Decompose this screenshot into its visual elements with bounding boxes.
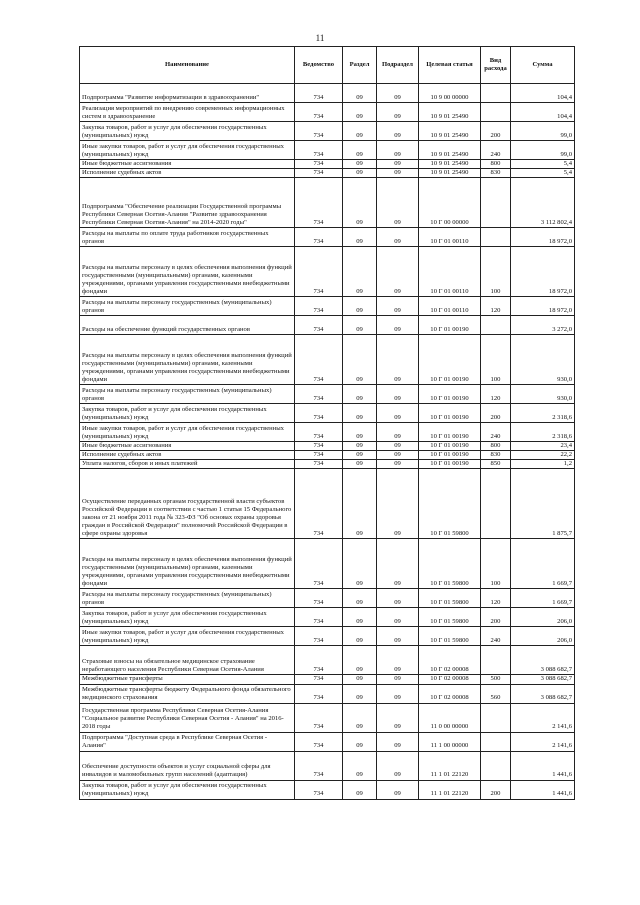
- cell-sum: 18 972,0: [511, 247, 575, 297]
- table-row: [80, 247, 575, 297]
- cell-sum: 99,0: [511, 122, 575, 141]
- cell-ved: 734: [295, 451, 343, 460]
- cell-pod: 09: [377, 122, 419, 141]
- cell-sum: 1 441,6: [511, 751, 575, 780]
- cell-pod: 09: [377, 103, 419, 122]
- cell-ved: 734: [295, 460, 343, 469]
- cell-sum: 1 669,7: [511, 539, 575, 589]
- cell-raz: 09: [343, 684, 377, 703]
- cell-cs: 10 Г 01 00190: [419, 460, 481, 469]
- table-row: [80, 442, 575, 451]
- cell-name: Иные бюджетные ассигнования: [80, 442, 295, 451]
- cell-vr: 120: [481, 385, 511, 404]
- cell-name: Расходы на выплаты персоналу государственных (муниципальных) органов: [80, 385, 295, 404]
- cell-pod: 09: [377, 451, 419, 460]
- cell-cs: 10 9 01 25490: [419, 169, 481, 178]
- cell-vr: 560: [481, 684, 511, 703]
- table-row: [80, 423, 575, 442]
- cell-name: Государственная программа Республики Северная Осетия-Алания "Социальное развитие Республики Северная Осетия - Алания" на 2016-2018 годы: [80, 703, 295, 732]
- cell-raz: 09: [343, 675, 377, 684]
- cell-cs: 10 Г 02 00008: [419, 684, 481, 703]
- table-row: [80, 404, 575, 423]
- cell-name: Реализация мероприятий по внедрению современных информационных систем в здравоохранение: [80, 103, 295, 122]
- table-row: [80, 297, 575, 316]
- cell-pod: 09: [377, 178, 419, 228]
- cell-ved: 734: [295, 160, 343, 169]
- cell-name: Закупка товаров, работ и услуг для обеспечения государственных (муниципальных) нужд: [80, 780, 295, 799]
- cell-sum: 1 441,6: [511, 780, 575, 799]
- cell-sum: 2 318,6: [511, 423, 575, 442]
- cell-pod: 09: [377, 316, 419, 335]
- cell-raz: 09: [343, 316, 377, 335]
- table-row: [80, 608, 575, 627]
- cell-sum: 3 088 682,7: [511, 675, 575, 684]
- cell-ved: 734: [295, 589, 343, 608]
- cell-cs: 10 Г 00 00000: [419, 178, 481, 228]
- table-row: [80, 684, 575, 703]
- cell-name: Обеспечение доступности объектов и услуг социальной сферы для инвалидов и маломобильных групп населений (адаптация): [80, 751, 295, 780]
- cell-sum: 1,2: [511, 460, 575, 469]
- cell-cs: 10 Г 01 59800: [419, 469, 481, 539]
- cell-pod: 09: [377, 228, 419, 247]
- cell-raz: 09: [343, 451, 377, 460]
- cell-name: Расходы на выплаты персоналу в целях обеспечения выполнения функций государственными (муниципальными) органами, казенными учреждениями, органами управления государственными внебюджетными фондами: [80, 539, 295, 589]
- cell-pod: 09: [377, 423, 419, 442]
- table-row: [80, 646, 575, 675]
- cell-raz: 09: [343, 539, 377, 589]
- cell-cs: 10 Г 01 00190: [419, 442, 481, 451]
- cell-raz: 09: [343, 84, 377, 103]
- cell-vr: [481, 469, 511, 539]
- table-row: [80, 178, 575, 228]
- cell-raz: 09: [343, 141, 377, 160]
- cell-ved: 734: [295, 751, 343, 780]
- cell-pod: 09: [377, 469, 419, 539]
- cell-pod: 09: [377, 442, 419, 451]
- cell-sum: 104,4: [511, 103, 575, 122]
- cell-pod: 09: [377, 732, 419, 751]
- cell-pod: 09: [377, 460, 419, 469]
- header-celevaya-statya: Целевая статья: [419, 47, 481, 84]
- table-row: [80, 335, 575, 385]
- cell-pod: 09: [377, 589, 419, 608]
- cell-raz: 09: [343, 460, 377, 469]
- cell-pod: 09: [377, 684, 419, 703]
- cell-pod: 09: [377, 780, 419, 799]
- cell-ved: 734: [295, 423, 343, 442]
- table-row: [80, 103, 575, 122]
- cell-name: Иные закупки товаров, работ и услуг для обеспечения государственных (муниципальных) нужд: [80, 423, 295, 442]
- cell-cs: 11 0 00 00000: [419, 703, 481, 732]
- cell-vr: 830: [481, 169, 511, 178]
- cell-sum: 930,0: [511, 385, 575, 404]
- header-summa: Сумма: [511, 47, 575, 84]
- cell-name: Иные закупки товаров, работ и услуг для обеспечения государственных (муниципальных) нужд: [80, 141, 295, 160]
- table-row: [80, 675, 575, 684]
- cell-name: Расходы на выплаты персоналу государственных (муниципальных) органов: [80, 297, 295, 316]
- cell-pod: 09: [377, 84, 419, 103]
- table-row: [80, 589, 575, 608]
- cell-sum: 5,4: [511, 169, 575, 178]
- cell-raz: 09: [343, 404, 377, 423]
- cell-pod: 09: [377, 247, 419, 297]
- cell-ved: 734: [295, 732, 343, 751]
- cell-vr: 120: [481, 297, 511, 316]
- cell-cs: 10 9 01 25490: [419, 141, 481, 160]
- cell-vr: 500: [481, 675, 511, 684]
- cell-sum: 18 972,0: [511, 297, 575, 316]
- cell-pod: 09: [377, 160, 419, 169]
- table-row: [80, 316, 575, 335]
- cell-pod: 09: [377, 627, 419, 646]
- cell-sum: 1 875,7: [511, 469, 575, 539]
- cell-name: Расходы на выплаты персоналу в целях обеспечения выполнения функций государственными (муниципальными) органами, казенными учреждениями, органами управления государственными внебюджетными фондами: [80, 247, 295, 297]
- cell-pod: 09: [377, 335, 419, 385]
- cell-name: Закупка товаров, работ и услуг для обеспечения государственных (муниципальных) нужд: [80, 608, 295, 627]
- cell-cs: 11 1 00 00000: [419, 732, 481, 751]
- cell-vr: [481, 732, 511, 751]
- cell-sum: 2 318,6: [511, 404, 575, 423]
- cell-raz: 09: [343, 122, 377, 141]
- cell-vr: [481, 84, 511, 103]
- cell-sum: 1 669,7: [511, 589, 575, 608]
- cell-pod: 09: [377, 385, 419, 404]
- cell-vr: 240: [481, 627, 511, 646]
- cell-vr: [481, 103, 511, 122]
- cell-pod: 09: [377, 675, 419, 684]
- cell-ved: 734: [295, 404, 343, 423]
- table-header-row: [80, 47, 575, 84]
- cell-sum: 3 088 682,7: [511, 646, 575, 675]
- table-row: [80, 627, 575, 646]
- cell-ved: 734: [295, 84, 343, 103]
- cell-name: Закупка товаров, работ и услуг для обеспечения государственных (муниципальных) нужд: [80, 122, 295, 141]
- cell-cs: 10 9 01 25490: [419, 103, 481, 122]
- cell-ved: 734: [295, 627, 343, 646]
- cell-cs: 10 Г 01 59800: [419, 627, 481, 646]
- table-row: [80, 122, 575, 141]
- cell-ved: 734: [295, 297, 343, 316]
- cell-raz: 09: [343, 247, 377, 297]
- cell-ved: 734: [295, 178, 343, 228]
- cell-ved: 734: [295, 122, 343, 141]
- cell-vr: 240: [481, 141, 511, 160]
- cell-vr: 120: [481, 589, 511, 608]
- cell-raz: 09: [343, 423, 377, 442]
- cell-ved: 734: [295, 608, 343, 627]
- cell-pod: 09: [377, 646, 419, 675]
- cell-ved: 734: [295, 703, 343, 732]
- header-vedomstvo: Ведомство: [295, 47, 343, 84]
- cell-ved: 734: [295, 675, 343, 684]
- cell-vr: 200: [481, 780, 511, 799]
- table-row: [80, 160, 575, 169]
- cell-vr: 800: [481, 160, 511, 169]
- cell-name: Осуществление переданных органам государственной власти субъектов Российской Федерации в соответствии с частью 1 статьи 15 Федерального закона от 21 ноября 2011 года № 323-ФЗ "Об основах охраны здоровья граждан в Российской Федерации" полномочий Российской Федерации в сфере охраны здоровья: [80, 469, 295, 539]
- cell-cs: 11 1 01 22120: [419, 780, 481, 799]
- cell-name: Уплата налогов, сборов и иных платежей: [80, 460, 295, 469]
- table-row: [80, 385, 575, 404]
- cell-name: Иные бюджетные ассигнования: [80, 160, 295, 169]
- cell-cs: 10 Г 01 00190: [419, 316, 481, 335]
- cell-sum: 930,0: [511, 335, 575, 385]
- cell-raz: 09: [343, 169, 377, 178]
- cell-ved: 734: [295, 539, 343, 589]
- cell-vr: [481, 316, 511, 335]
- cell-ved: 734: [295, 316, 343, 335]
- cell-raz: 09: [343, 703, 377, 732]
- cell-sum: 5,4: [511, 160, 575, 169]
- cell-ved: 734: [295, 169, 343, 178]
- cell-name: Закупка товаров, работ и услуг для обеспечения государственных (муниципальных) нужд: [80, 404, 295, 423]
- cell-cs: 10 Г 01 00110: [419, 297, 481, 316]
- cell-ved: 734: [295, 228, 343, 247]
- cell-vr: 100: [481, 247, 511, 297]
- cell-name: Исполнение судебных актов: [80, 169, 295, 178]
- table-row: [80, 169, 575, 178]
- cell-raz: 09: [343, 589, 377, 608]
- cell-cs: 10 Г 01 00190: [419, 335, 481, 385]
- cell-sum: 104,4: [511, 84, 575, 103]
- cell-vr: 830: [481, 451, 511, 460]
- cell-name: Исполнение судебных актов: [80, 451, 295, 460]
- cell-name: Страховые взносы на обязательное медицинское страхование неработающего населения Республики Северная Осетия-Алания: [80, 646, 295, 675]
- cell-ved: 734: [295, 247, 343, 297]
- cell-vr: [481, 228, 511, 247]
- cell-raz: 09: [343, 335, 377, 385]
- table-row: [80, 141, 575, 160]
- cell-pod: 09: [377, 141, 419, 160]
- cell-sum: 2 141,6: [511, 703, 575, 732]
- table-row: [80, 469, 575, 539]
- header-name: Наименование: [80, 47, 295, 84]
- cell-pod: 09: [377, 539, 419, 589]
- cell-pod: 09: [377, 751, 419, 780]
- cell-ved: 734: [295, 442, 343, 451]
- header-razdel: Раздел: [343, 47, 377, 84]
- cell-vr: 100: [481, 539, 511, 589]
- cell-raz: 09: [343, 297, 377, 316]
- cell-vr: 200: [481, 404, 511, 423]
- cell-ved: 734: [295, 646, 343, 675]
- cell-vr: [481, 646, 511, 675]
- cell-cs: 10 9 01 25490: [419, 160, 481, 169]
- cell-name: Подпрограмма "Обеспечение реализации Государственной программы Республики Северная Осетия-Алания "Развитие здравоохранения Республики Северная Осетия-Алания" на 2014-2020 годы": [80, 178, 295, 228]
- cell-name: Подпрограмма "Доступная среда в Республике Северная Осетия - Алания": [80, 732, 295, 751]
- cell-vr: 100: [481, 335, 511, 385]
- cell-raz: 09: [343, 608, 377, 627]
- table-row: [80, 751, 575, 780]
- cell-name: Расходы на выплаты по оплате труда работников государственных органов: [80, 228, 295, 247]
- cell-sum: 18 972,0: [511, 228, 575, 247]
- table-row: [80, 451, 575, 460]
- cell-name: Иные закупки товаров, работ и услуг для обеспечения государственных (муниципальных) нужд: [80, 627, 295, 646]
- page-number: 11: [315, 33, 325, 43]
- cell-name: Межбюджетные трансферты: [80, 675, 295, 684]
- cell-ved: 734: [295, 469, 343, 539]
- cell-raz: 09: [343, 732, 377, 751]
- cell-name: Межбюджетные трансферты бюджету Федерального фонда обязательного медицинского страхования: [80, 684, 295, 703]
- cell-cs: 11 1 01 22120: [419, 751, 481, 780]
- cell-sum: 22,2: [511, 451, 575, 460]
- cell-pod: 09: [377, 404, 419, 423]
- cell-ved: 734: [295, 684, 343, 703]
- cell-cs: 10 Г 01 00110: [419, 247, 481, 297]
- cell-ved: 734: [295, 335, 343, 385]
- cell-vr: [481, 751, 511, 780]
- cell-raz: 09: [343, 103, 377, 122]
- cell-pod: 09: [377, 297, 419, 316]
- cell-sum: 3 088 682,7: [511, 684, 575, 703]
- cell-raz: 09: [343, 751, 377, 780]
- cell-vr: 200: [481, 608, 511, 627]
- cell-raz: 09: [343, 160, 377, 169]
- cell-cs: 10 9 00 00000: [419, 84, 481, 103]
- cell-sum: 2 141,6: [511, 732, 575, 751]
- cell-vr: 240: [481, 423, 511, 442]
- cell-cs: 10 Г 01 59800: [419, 589, 481, 608]
- header-vid-raskhoda: Вид расхода: [481, 47, 511, 84]
- cell-pod: 09: [377, 169, 419, 178]
- cell-sum: 3 272,0: [511, 316, 575, 335]
- table-row: [80, 84, 575, 103]
- cell-cs: 10 Г 01 59800: [419, 539, 481, 589]
- cell-ved: 734: [295, 780, 343, 799]
- cell-raz: 09: [343, 442, 377, 451]
- table-row: [80, 460, 575, 469]
- cell-cs: 10 Г 01 00190: [419, 451, 481, 460]
- table-row: [80, 732, 575, 751]
- cell-sum: 206,0: [511, 627, 575, 646]
- cell-pod: 09: [377, 608, 419, 627]
- cell-pod: 09: [377, 703, 419, 732]
- cell-raz: 09: [343, 228, 377, 247]
- table-body: [80, 84, 575, 800]
- table-row: [80, 780, 575, 799]
- table-row: [80, 703, 575, 732]
- cell-raz: 09: [343, 627, 377, 646]
- cell-sum: 3 112 802,4: [511, 178, 575, 228]
- table-row: [80, 228, 575, 247]
- cell-raz: 09: [343, 780, 377, 799]
- cell-ved: 734: [295, 103, 343, 122]
- cell-name: Расходы на обеспечение функций государственных органов: [80, 316, 295, 335]
- cell-vr: [481, 703, 511, 732]
- cell-cs: 10 Г 01 00110: [419, 228, 481, 247]
- table-row: [80, 539, 575, 589]
- cell-name: Расходы на выплаты персоналу в целях обеспечения выполнения функций государственными (муниципальными) органами, казенными учреждениями, органами управления государственными внебюджетными фондами: [80, 335, 295, 385]
- cell-cs: 10 Г 01 00190: [419, 404, 481, 423]
- cell-name: Расходы на выплаты персоналу государственных (муниципальных) органов: [80, 589, 295, 608]
- cell-cs: 10 9 01 25490: [419, 122, 481, 141]
- cell-cs: 10 Г 02 00008: [419, 675, 481, 684]
- cell-cs: 10 Г 01 00190: [419, 385, 481, 404]
- cell-cs: 10 Г 01 00190: [419, 423, 481, 442]
- cell-vr: 800: [481, 442, 511, 451]
- cell-sum: 99,0: [511, 141, 575, 160]
- cell-ved: 734: [295, 385, 343, 404]
- cell-vr: 850: [481, 460, 511, 469]
- cell-sum: 23,4: [511, 442, 575, 451]
- header-podrazdel: Подраздел: [377, 47, 419, 84]
- cell-raz: 09: [343, 646, 377, 675]
- cell-raz: 09: [343, 385, 377, 404]
- cell-raz: 09: [343, 178, 377, 228]
- cell-cs: 10 Г 02 00008: [419, 646, 481, 675]
- cell-raz: 09: [343, 469, 377, 539]
- cell-name: Подпрограмма "Развитие информатизации в здравоохранении": [80, 84, 295, 103]
- cell-sum: 206,0: [511, 608, 575, 627]
- budget-table: [79, 46, 575, 800]
- cell-vr: 200: [481, 122, 511, 141]
- cell-ved: 734: [295, 141, 343, 160]
- cell-vr: [481, 178, 511, 228]
- cell-cs: 10 Г 01 59800: [419, 608, 481, 627]
